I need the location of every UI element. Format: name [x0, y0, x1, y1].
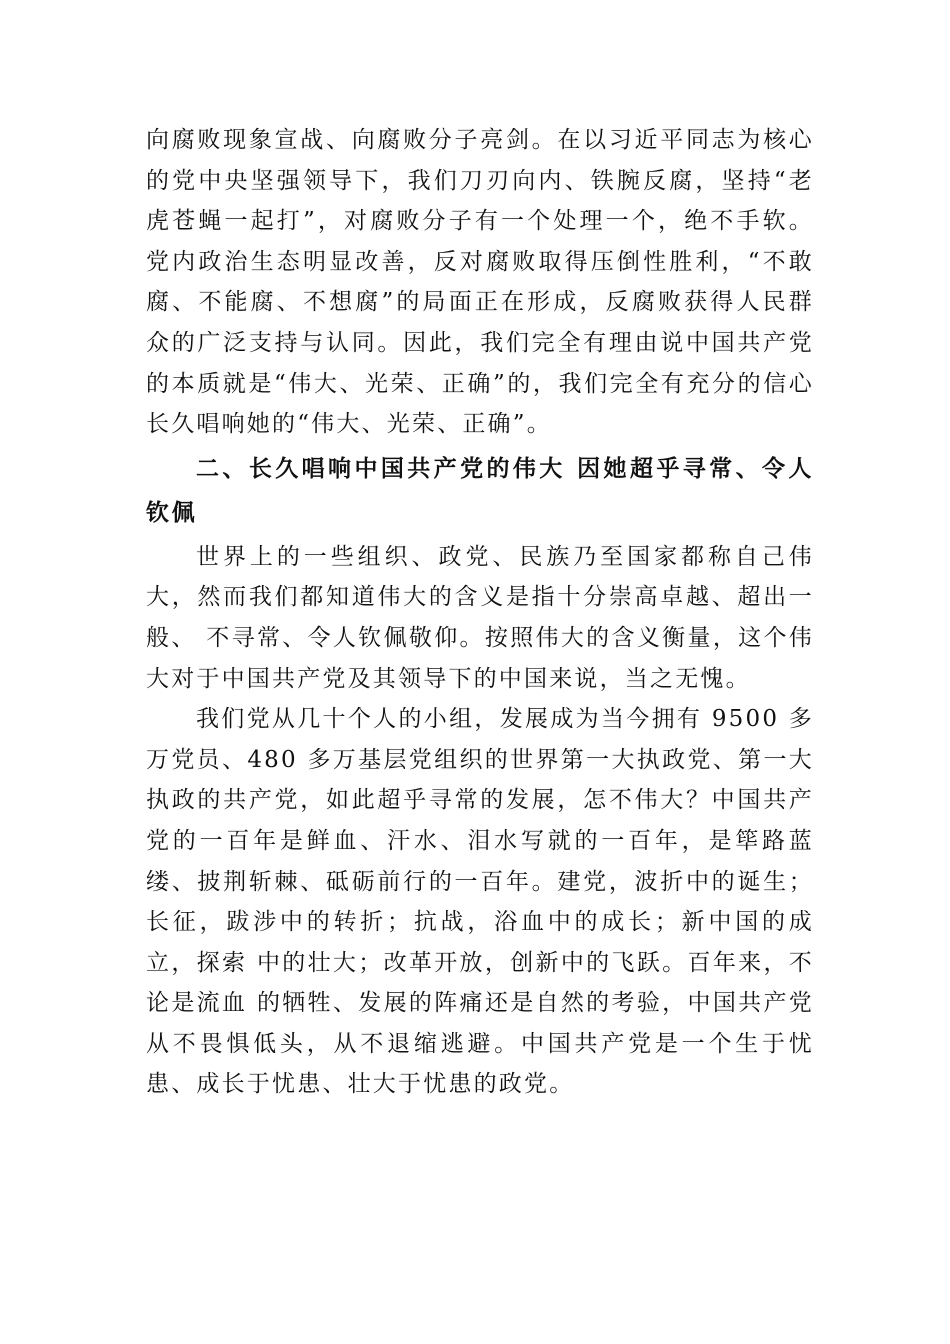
- paragraph-party-development: 我们党从几十个人的小组，发展成为当今拥有 9500 多万党员、480 多万基层党组织的世界第一大执政党、第一大执政的共产党，如此超乎寻常的发展，怎不伟大？中国共产党的一百年是鲜血、汗水、泪水写就的一百年，是筚路蓝缕、披荆斩棘、砥砺前行的一百年。建党，波折中的诞生；长征，跋涉中的转折；抗战，浴血中的成长；新中国的成立，探索 中的壮大；改革开放，创新中的飞跃。百年来，不论是流血 的牺牲、发展的阵痛还是自然的考验，中国共产党从不畏惧低头，从不退缩逃避。中国共产党是一个生于忧患、成长于忧患、壮大于忧患的政党。: [146, 706, 814, 1098]
- paragraph-anticorruption: 向腐败现象宣战、向腐败分子亮剑。在以习近平同志为核心的党中央坚强领导下，我们刀刃向内、铁腕反腐，坚持“老虎苍蝇一起打”，对腐败分子有一个处理一个，绝不手软。党内政治生态明显改善，反对腐败取得压倒性胜利，“不敢腐、不能腐、不想腐”的局面正在形成，反腐败获得人民群众的广泛支持与认同。因此，我们完全有理由说中国共产党的本质就是“伟大、光荣、正确”的，我们完全有充分的信心长久唱响她的“伟大、光荣、正确”。: [146, 127, 814, 438]
- section-heading-two: 二、长久唱响中国共产党的伟大 因她超乎寻常、令人钦佩: [146, 455, 814, 526]
- document-body: [146, 120, 814, 1105]
- paragraph-meaning-of-great: 世界上的一些组织、政党、民族乃至国家都称自己伟大，然而我们都知道伟大的含义是指十分崇高卓越、超出一般、 不寻常、令人钦佩敬仰。按照伟大的含义衡量，这个伟大对于中国共产党及其领导下的中国来说，当之无愧。: [146, 543, 814, 692]
